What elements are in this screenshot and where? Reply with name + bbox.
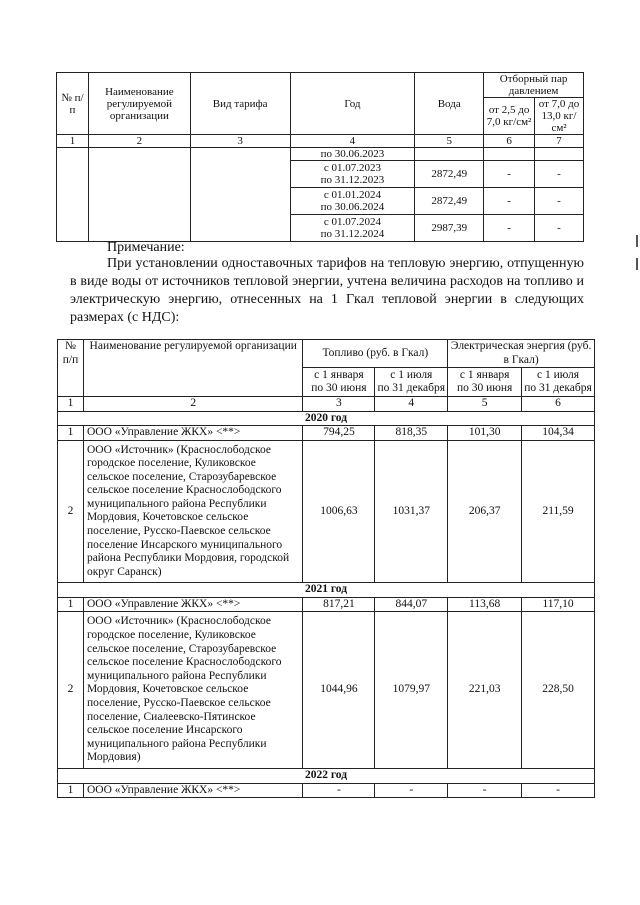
power-h1-value: - (448, 783, 522, 798)
colnum-4: 4 (290, 135, 415, 148)
row-num: 2 (58, 612, 84, 769)
fuel-h2-value: 1031,37 (375, 440, 448, 582)
year-header-2021: 2021 год (58, 582, 595, 597)
power-h1-value: 221,03 (448, 612, 522, 769)
column-number-row (58, 397, 595, 412)
scan-mark (636, 235, 638, 247)
header-fuel: Топливо (руб. в Гкал) (303, 340, 448, 368)
tariff-cell (190, 148, 290, 242)
fuel-h2-value: 1079,97 (375, 612, 448, 769)
header-year: Год (290, 73, 415, 135)
header-org: Наименование регулируемой организации (88, 73, 190, 135)
row-num: 1 (58, 783, 84, 798)
fuel-h1-value: 817,21 (303, 597, 375, 612)
year-header-2020: 2020 год (58, 411, 595, 426)
fuel-h2-line2: по 31 декабря (377, 382, 446, 395)
period-start: с 01.01.2024 (323, 189, 381, 201)
power-h2-line1: с 1 июля (536, 368, 580, 381)
fuel-h1-value: 1044,96 (303, 612, 375, 769)
fuel-h1-value: 794,25 (303, 426, 375, 441)
row-num: 2 (58, 440, 84, 582)
colnum-6: 6 (484, 135, 535, 148)
steam-b-value: - (535, 215, 584, 242)
header-water: Вода (415, 73, 484, 135)
note-body: При установлении одноставочных тарифов на тепловую энергию, отпущенную в виде воды от источников тепловой энергии, учтена величина расходов на топливо и электрическую энергию, отнесенных на 1 Гкал тепловой энергии в следующих размерах (с НДС): (70, 256, 584, 325)
steam-b-line2: 13,0 кг/см² (541, 110, 577, 134)
org-name: ООО «Источник» (Краснослободское городское поселение, Куликовское сельское поселение, Старозубаревское сельское поселение Краснослободского муниципального района Республики Мордовия, Кочетовское сельское поселение, Русско-Паевское сельское поселение, Сиалеевско-Пятинское сельское поселение Инсарского муниципального района Республики Мордовия) (83, 612, 303, 769)
table-row (58, 426, 595, 441)
header-num: № п/п (57, 73, 89, 135)
fuel-h1-value: 1006,63 (303, 440, 375, 582)
header-power: Электрическая энергия (руб. в Гкал) (448, 340, 595, 368)
header-fuel-h1 (303, 368, 375, 397)
power-h1-value: 101,30 (448, 426, 522, 441)
steam-b-value (535, 148, 584, 161)
power-h2-line2: по 31 декабря (524, 382, 592, 395)
period-cell: по 30.06.2023 (290, 148, 415, 161)
num-cell (57, 148, 89, 242)
table-row (58, 440, 595, 582)
table-row (57, 148, 584, 161)
table-row (58, 783, 595, 798)
fuel-h2-value: 818,35 (375, 426, 448, 441)
fuel-h1-line1: с 1 января (314, 368, 364, 381)
colnum-5: 5 (415, 135, 484, 148)
note-title: Примечание: (107, 240, 185, 255)
header-power-h2 (522, 368, 595, 397)
water-value: 2872,49 (415, 161, 484, 188)
colnum-7: 7 (535, 135, 584, 148)
steam-a-value (484, 148, 535, 161)
colnum-1: 1 (57, 135, 89, 148)
fuel-h2-value: 844,07 (375, 597, 448, 612)
colnum-3: 3 (190, 135, 290, 148)
period-cell (290, 161, 415, 188)
header-steam-b (535, 98, 584, 135)
water-value (415, 148, 484, 161)
steam-a-value: - (484, 161, 535, 188)
colnum-3: 3 (303, 397, 375, 412)
header-steam: Отборный пар давлением (484, 73, 584, 98)
power-h2-value: 211,59 (522, 440, 595, 582)
colnum-6: 6 (522, 397, 595, 412)
scan-mark (636, 258, 638, 270)
header-fuel-h2 (375, 368, 448, 397)
column-number-row (57, 135, 584, 148)
period-end: по 30.06.2024 (320, 201, 385, 213)
year-header-2022: 2022 год (58, 769, 595, 784)
power-h1-line2: по 30 июня (456, 382, 513, 395)
fuel-h1-value: - (303, 783, 375, 798)
period-cell (290, 188, 415, 215)
org-name: ООО «Источник» (Краснослободское городское поселение, Куликовское сельское поселение, Старозубаревское сельское поселение Краснослободского муниципального района Республики Мордовия, Кочетовское сельское поселение, Русско-Паевское сельское поселение Инсарского муниципального района Республики Мордовия, городской округ Саранск) (83, 440, 303, 582)
period-end: по 31.12.2024 (320, 228, 385, 240)
org-name: ООО «Управление ЖКХ» <**> (83, 426, 303, 441)
steam-b-line1: от 7,0 до (538, 98, 580, 110)
steam-a-line1: от 2,5 до (488, 104, 530, 116)
colnum-5: 5 (448, 397, 522, 412)
period-cell (290, 215, 415, 242)
steam-a-value: - (484, 215, 535, 242)
header-power-h1 (448, 368, 522, 397)
colnum-2: 2 (83, 397, 303, 412)
steam-b-value: - (535, 188, 584, 215)
fuel-h2-value: - (375, 783, 448, 798)
power-h2-value: - (522, 783, 595, 798)
fuel-h2-line1: с 1 июля (390, 368, 433, 381)
steam-a-value: - (484, 188, 535, 215)
period-end: по 31.12.2023 (320, 174, 385, 186)
water-value: 2872,49 (415, 188, 484, 215)
header-num: № п/п (58, 340, 84, 397)
steam-b-value: - (535, 161, 584, 188)
org-name: ООО «Управление ЖКХ» <**> (83, 783, 303, 798)
table-row (58, 612, 595, 769)
row-num: 1 (58, 597, 84, 612)
org-name: ООО «Управление ЖКХ» <**> (83, 597, 303, 612)
power-h2-value: 104,34 (522, 426, 595, 441)
power-h1-value: 206,37 (448, 440, 522, 582)
table-row (58, 597, 595, 612)
org-cell (88, 148, 190, 242)
header-steam-a (484, 98, 535, 135)
header-tariff: Вид тарифа (190, 73, 290, 135)
colnum-4: 4 (375, 397, 448, 412)
tariff-table (56, 72, 584, 242)
row-num: 1 (58, 426, 84, 441)
fuel-power-cost-table (57, 339, 595, 798)
power-h2-value: 117,10 (522, 597, 595, 612)
period-start: с 01.07.2023 (323, 162, 381, 174)
steam-a-line2: 7,0 кг/см² (486, 116, 532, 128)
power-h1-value: 113,68 (448, 597, 522, 612)
fuel-h1-line2: по 30 июня (311, 382, 367, 395)
header-org: Наименование регулируемой организации (83, 340, 303, 397)
period-start: с 01.07.2024 (323, 216, 381, 228)
water-value: 2987,39 (415, 215, 484, 242)
power-h1-line1: с 1 января (459, 368, 510, 381)
power-h2-value: 228,50 (522, 612, 595, 769)
colnum-1: 1 (58, 397, 84, 412)
colnum-2: 2 (88, 135, 190, 148)
